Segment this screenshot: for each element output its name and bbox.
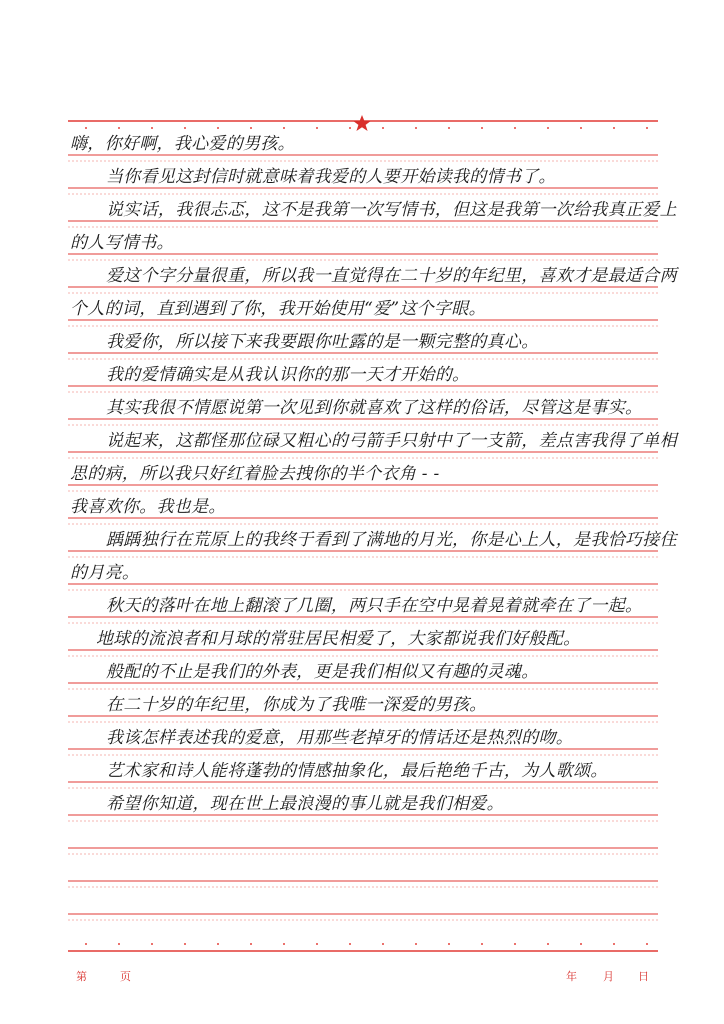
letter-line: 踽踽独行在荒原上的我终于看到了满地的月光，你是心上人，是我恰巧接住 — [106, 530, 677, 550]
letter-line: 般配的不止是我们的外表，更是我们相似又有趣的灵魂。 — [106, 662, 539, 682]
letter-line: 的月亮。 — [70, 563, 140, 583]
letter-line: 秋天的落叶在地上翻滚了几圈，两只手在空中晃着晃着就牵在了一起。 — [106, 596, 643, 616]
dot-mark — [547, 943, 549, 945]
dot-mark — [382, 127, 384, 129]
dot-mark — [184, 943, 186, 945]
dot-mark — [118, 943, 120, 945]
year-label: 年 — [566, 970, 577, 983]
dot-mark — [85, 127, 87, 129]
letter-line: 说实话，我很忐忑，这不是我第一次写情书，但这是我第一次给我真正爱上 — [106, 200, 677, 220]
letter-line: 我爱你，所以接下来我要跟你吐露的是一颗完整的真心。 — [106, 332, 539, 352]
dot-mark — [151, 943, 153, 945]
star-icon — [352, 114, 372, 132]
dot-mark — [118, 127, 120, 129]
letter-line: 说起来，这都怪那位碌又粗心的弓箭手只射中了一支箭，差点害我得了单相 — [106, 431, 677, 451]
dot-mark — [250, 127, 252, 129]
dot-mark — [580, 127, 582, 129]
dot-mark — [481, 127, 483, 129]
page-suffix: 页 — [120, 970, 131, 983]
day-label: 日 — [638, 970, 649, 983]
dot-mark — [316, 943, 318, 945]
month-label: 月 — [603, 970, 614, 983]
letter-line: 思的病，所以我只好红着脸去拽你的半个衣角 - - — [70, 464, 440, 484]
letter-line: 当你看见这封信时就意味着我爱的人要开始读我的情书了。 — [106, 167, 556, 187]
dot-mark — [349, 127, 351, 129]
dot-mark — [448, 127, 450, 129]
dot-mark — [514, 943, 516, 945]
dot-mark — [448, 943, 450, 945]
dot-mark — [415, 943, 417, 945]
dot-mark — [316, 127, 318, 129]
dot-mark — [349, 943, 351, 945]
dot-mark — [514, 127, 516, 129]
dot-mark — [217, 127, 219, 129]
dot-mark — [184, 127, 186, 129]
dot-mark — [250, 943, 252, 945]
dot-mark — [646, 127, 648, 129]
dot-mark — [217, 943, 219, 945]
letter-line: 我的爱情确实是从我认识你的那一天才开始的。 — [106, 365, 470, 385]
dot-mark — [283, 943, 285, 945]
letter-line: 地球的流浪者和月球的常驻居民相爱了，大家都说我们好般配。 — [96, 629, 581, 649]
dot-mark — [613, 943, 615, 945]
letter-line: 希望你知道，现在世上最浪漫的事儿就是我们相爱。 — [106, 794, 504, 814]
dot-mark — [382, 943, 384, 945]
dot-mark — [613, 127, 615, 129]
dot-mark — [646, 943, 648, 945]
dot-mark — [547, 127, 549, 129]
dot-mark — [283, 127, 285, 129]
dot-mark — [580, 943, 582, 945]
letter-line: 嗨，你好啊，我心爱的男孩。 — [70, 134, 295, 154]
letter-line: 的人写情书。 — [70, 233, 174, 253]
dot-mark — [415, 127, 417, 129]
letter-line: 爱这个字分量很重，所以我一直觉得在二十岁的年纪里，喜欢才是最适合两 — [106, 266, 677, 286]
dot-mark — [481, 943, 483, 945]
letter-line: 个人的词，直到遇到了你，我开始使用“爱”这个字眼。 — [70, 299, 486, 319]
letter-line: 艺术家和诗人能将蓬勃的情感抽象化，最后艳绝千古，为人歌颂。 — [106, 761, 608, 781]
dot-mark — [151, 127, 153, 129]
letter-line: 其实我很不情愿说第一次见到你就喜欢了这样的俗话，尽管这是事实。 — [106, 398, 643, 418]
dot-mark — [85, 943, 87, 945]
page-label: 第 — [76, 970, 87, 983]
letter-line: 我喜欢你。我也是。 — [70, 497, 226, 517]
letter-line: 我该怎样表述我的爱意，用那些老掉牙的情话还是热烈的吻。 — [106, 728, 574, 748]
letter-line: 在二十岁的年纪里，你成为了我唯一深爱的男孩。 — [106, 695, 487, 715]
